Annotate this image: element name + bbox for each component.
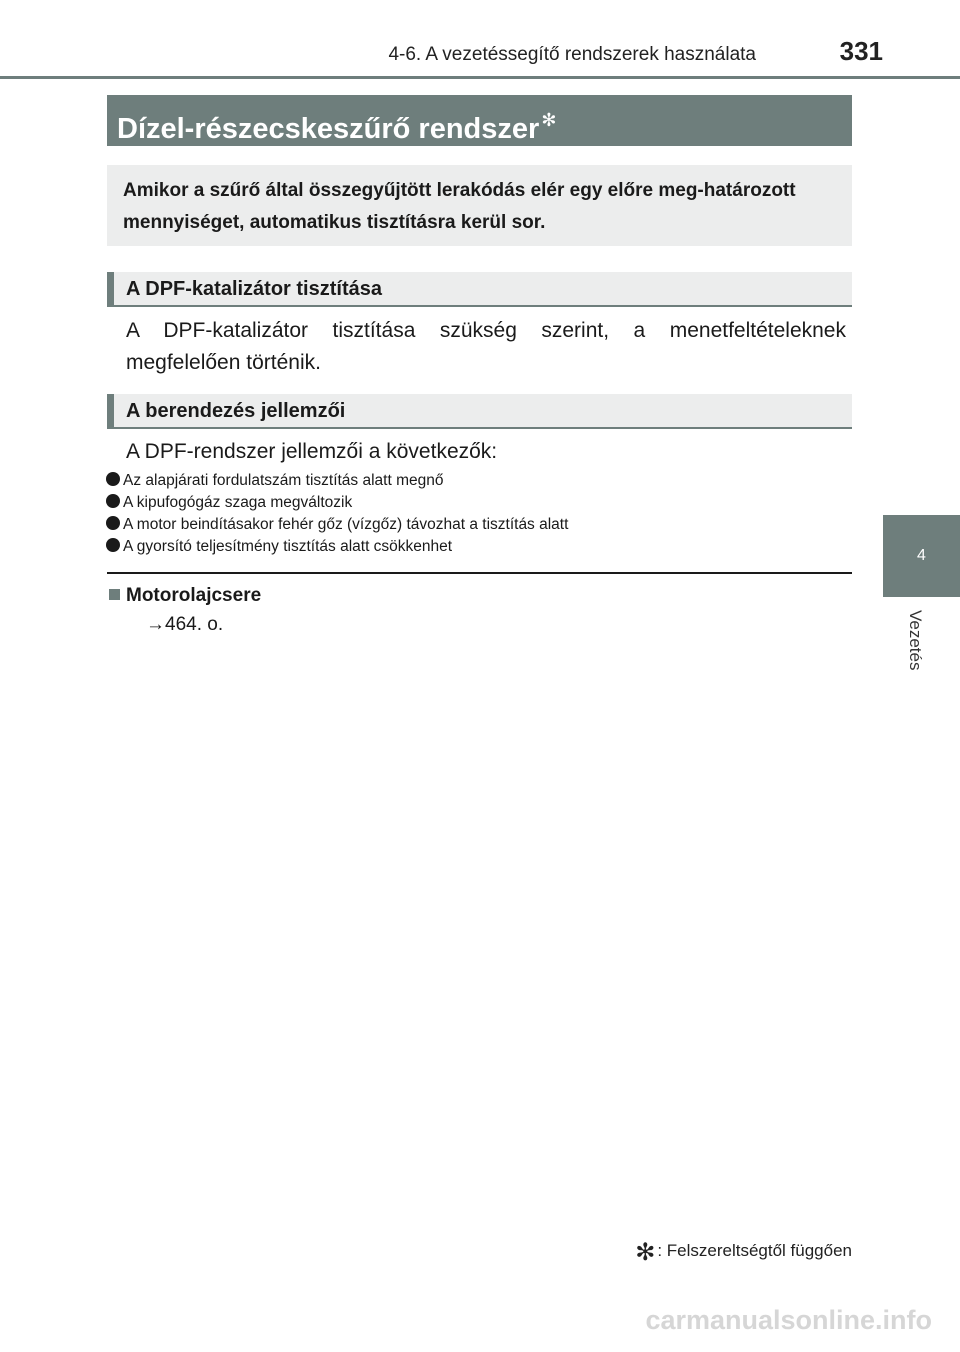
- section-heading-dpf-cleaning: A DPF-katalizátor tisztítása: [107, 272, 852, 307]
- page-title-text: Dízel-részecskeszűrő rendszer: [117, 113, 540, 145]
- list-item: [106, 492, 846, 514]
- bullet-dot-icon: [106, 494, 120, 508]
- note-heading: [109, 584, 261, 608]
- asterisk-icon: ✻: [541, 110, 557, 130]
- list-item: [106, 470, 846, 492]
- chapter-label: Vezetés: [906, 610, 925, 671]
- watermark: carmanualsonline.info: [645, 1305, 932, 1335]
- list-item-text: Az alapjárati fordulatszám tisztítás alatt megnő: [123, 472, 444, 489]
- bullet-dot-icon: [106, 538, 120, 552]
- section-text-features: A DPF-rendszer jellemzői a következők:: [126, 440, 498, 463]
- note-heading-text: Motorolajcsere: [126, 585, 262, 606]
- header-divider: [0, 76, 960, 79]
- bullet-dot-icon: [106, 516, 120, 530]
- list-item-text: A motor beindításakor fehér gőz (vízgőz) távozhat a tisztítás alatt: [123, 516, 569, 533]
- page-reference-link[interactable]: →464. o.: [146, 614, 224, 635]
- chapter-tab[interactable]: 4: [883, 515, 960, 597]
- footnote: [635, 1238, 852, 1267]
- section-heading-features: A berendezés jellemzői: [107, 394, 852, 429]
- page-title: [107, 95, 852, 146]
- feature-list: [106, 470, 846, 558]
- list-item: [106, 536, 846, 558]
- square-bullet-icon: [109, 589, 120, 600]
- section-divider: [107, 572, 852, 574]
- asterisk-icon: ✻: [635, 1239, 656, 1266]
- list-item-text: A kipufogógáz szaga megváltozik: [123, 494, 353, 511]
- footnote-text: : Felszereltségtől függően: [657, 1241, 852, 1260]
- list-item-text: A gyorsító teljesítmény tisztítás alatt csökkenhet: [123, 538, 453, 555]
- page-number: 331: [839, 36, 883, 66]
- bullet-dot-icon: [106, 472, 120, 486]
- intro-summary: Amikor a szűrő által összegyűjtött lerakódás elér egy előre meg-határozott mennyiséget, automatikus tisztításra kerül sor.: [107, 165, 852, 246]
- list-item: [106, 514, 846, 536]
- header-section-title: 4-6. A vezetéssegítő rendszerek használata: [388, 44, 756, 65]
- section-text-dpf-cleaning: A DPF-katalizátor tisztítása szükség szerint, a menetfeltételeknek megfelelően történik.: [126, 319, 846, 374]
